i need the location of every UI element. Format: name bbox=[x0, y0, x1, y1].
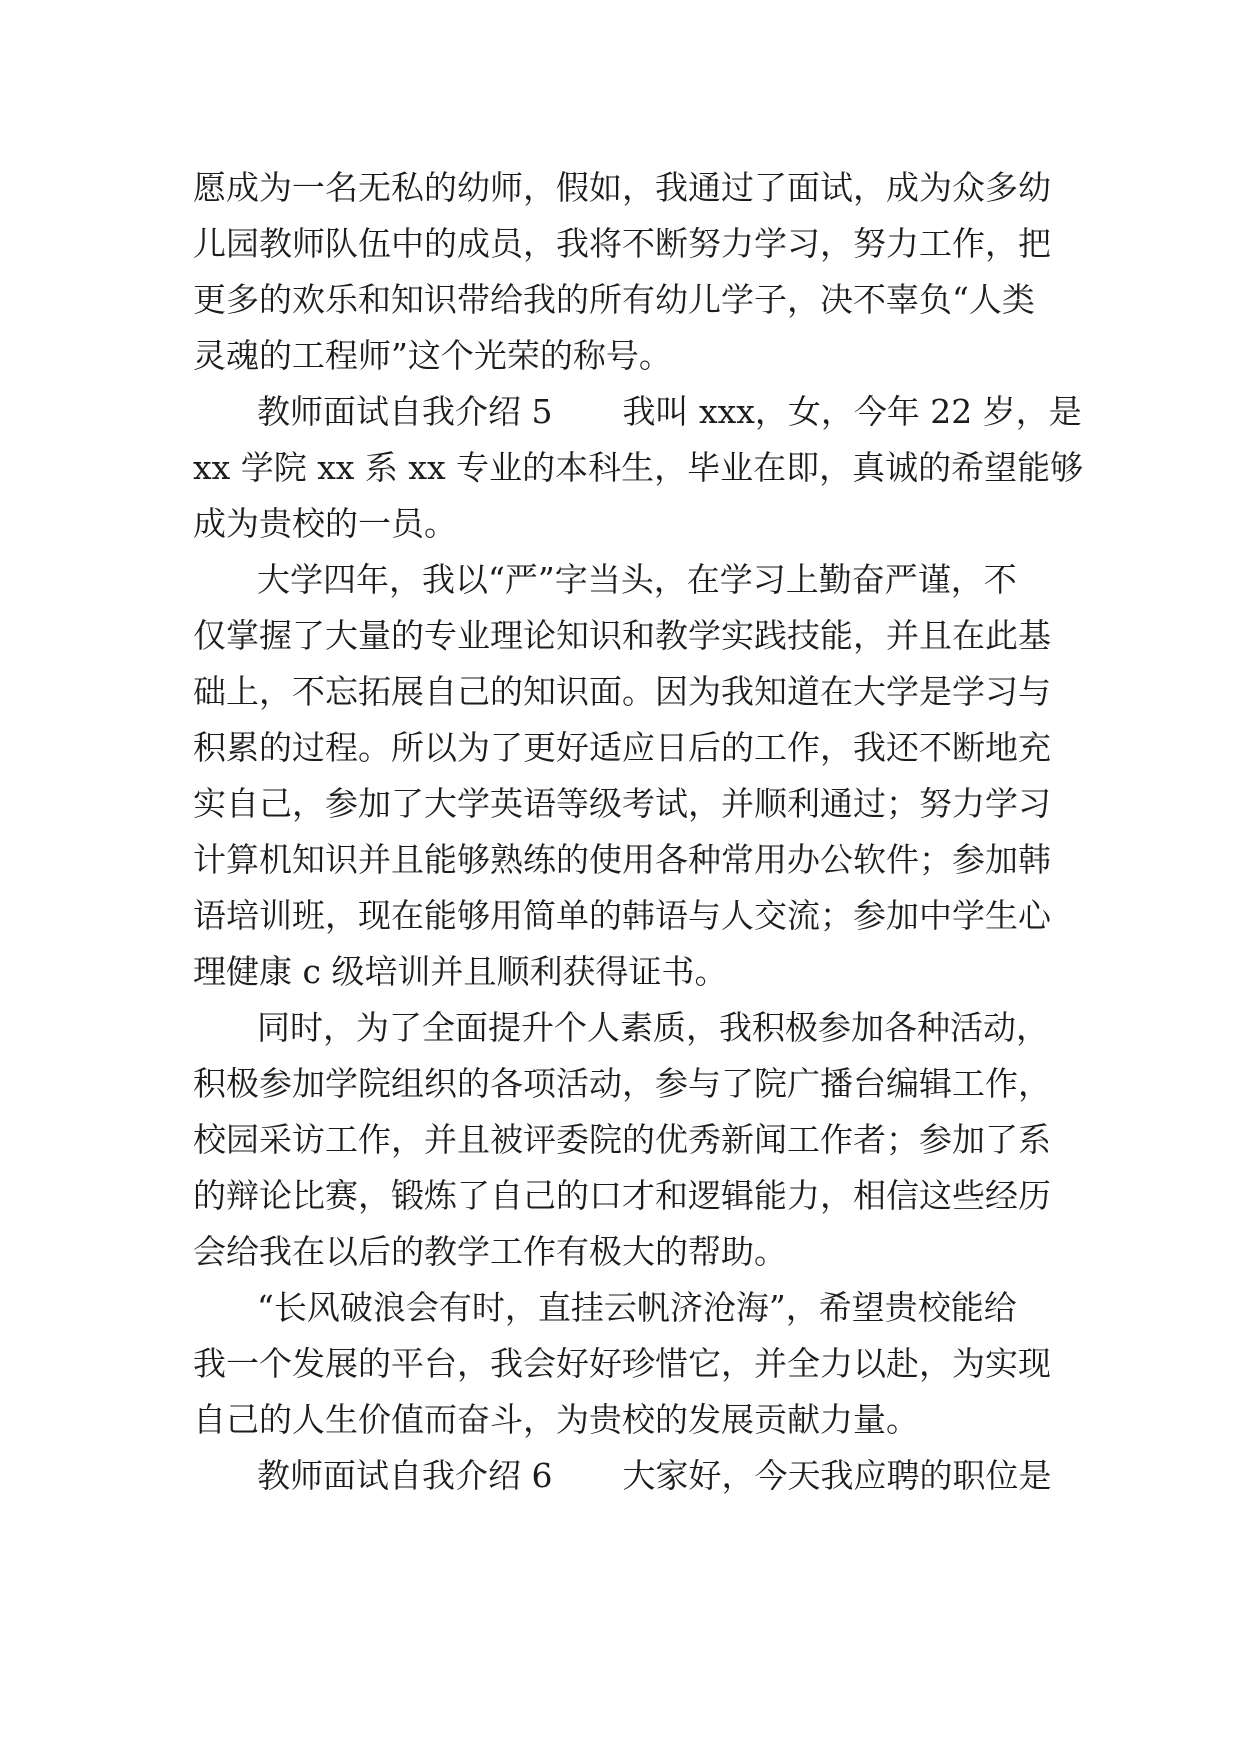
text-line-segment: 同时，为了全面提升个人素质，我积极参加各种活动， bbox=[257, 1008, 1049, 1047]
text-line-segment: 更多的欢乐和知识带给我的所有幼儿学子，决不辜负“人类 bbox=[193, 280, 1035, 319]
text-line bbox=[193, 552, 1063, 608]
text-line bbox=[193, 440, 1084, 496]
text-line bbox=[193, 272, 1063, 328]
text-line-segment: 校园采访工作，并且被评委院的优秀新闻工作者；参加了系 bbox=[193, 1120, 1051, 1159]
text-line-segment: xx 学院 xx 系 xx 专业的本科生，毕业在即，真诚的希望能够 bbox=[193, 448, 1084, 487]
text-line bbox=[193, 776, 1063, 832]
document-body bbox=[193, 160, 1084, 1504]
text-line bbox=[193, 720, 1063, 776]
text-line bbox=[193, 664, 1063, 720]
text-line bbox=[193, 944, 1063, 1000]
text-line bbox=[193, 1056, 1063, 1112]
text-line-segment: 我一个发展的平台，我会好好珍惜它，并全力以赴，为实现 bbox=[193, 1344, 1051, 1383]
text-line-continuation: 大家好，今天我应聘的职位是 bbox=[622, 1456, 1052, 1495]
text-line-segment: 大学四年，我以“严”字当头，在学习上勤奋严谨，不 bbox=[257, 560, 1017, 599]
text-line-segment: 教师面试自我介绍 6 bbox=[257, 1456, 553, 1495]
text-line bbox=[193, 496, 1063, 552]
text-line bbox=[193, 1392, 1063, 1448]
text-line-segment: 教师面试自我介绍 5 bbox=[257, 392, 553, 431]
text-line bbox=[193, 1168, 1063, 1224]
text-line bbox=[193, 832, 1063, 888]
text-line-segment: 灵魂的工程师”这个光荣的称号。 bbox=[193, 336, 672, 375]
text-line-segment: 计算机知识并且能够熟练的使用各种常用办公软件；参加韩 bbox=[193, 840, 1051, 879]
text-line bbox=[193, 1112, 1063, 1168]
text-line-segment: 积极参加学院组织的各项活动，参与了院广播台编辑工作， bbox=[193, 1064, 1051, 1103]
text-line-segment: 础上，不忘拓展自己的知识面。因为我知道在大学是学习与 bbox=[193, 672, 1051, 711]
text-line-segment: 愿成为一名无私的幼师，假如，我通过了面试，成为众多幼 bbox=[193, 168, 1051, 207]
text-line bbox=[193, 1000, 1063, 1056]
text-line-segment: 成为贵校的一员。 bbox=[193, 504, 457, 543]
text-line bbox=[193, 888, 1063, 944]
text-line-continuation: 我叫 xxx，女，今年 22 岁，是 bbox=[622, 392, 1082, 431]
text-line-segment: 儿园教师队伍中的成员，我将不断努力学习，努力工作，把 bbox=[193, 224, 1051, 263]
text-line-segment: 实自己，参加了大学英语等级考试，并顺利通过；努力学习 bbox=[193, 784, 1051, 823]
text-line-segment: 语培训班，现在能够用简单的韩语与人交流；参加中学生心 bbox=[193, 896, 1051, 935]
text-line bbox=[193, 1448, 1063, 1504]
text-line bbox=[193, 328, 1063, 384]
text-line bbox=[193, 216, 1063, 272]
text-line bbox=[193, 1224, 1063, 1280]
text-line-segment: 的辩论比赛，锻炼了自己的口才和逻辑能力，相信这些经历 bbox=[193, 1176, 1051, 1215]
text-line-segment: “长风破浪会有时，直挂云帆济沧海”，希望贵校能给 bbox=[257, 1288, 1017, 1327]
text-line bbox=[193, 160, 1063, 216]
text-line bbox=[193, 608, 1063, 664]
text-line-segment: 积累的过程。所以为了更好适应日后的工作，我还不断地充 bbox=[193, 728, 1051, 767]
text-line bbox=[193, 1336, 1063, 1392]
text-line bbox=[193, 1280, 1063, 1336]
text-line-segment: 会给我在以后的教学工作有极大的帮助。 bbox=[193, 1232, 787, 1271]
text-line-segment: 仅掌握了大量的专业理论知识和教学实践技能，并且在此基 bbox=[193, 616, 1051, 655]
text-line-segment: 理健康 c 级培训并且顺利获得证书。 bbox=[193, 952, 728, 991]
text-line bbox=[193, 384, 1082, 440]
text-line-segment: 自己的人生价值而奋斗，为贵校的发展贡献力量。 bbox=[193, 1400, 919, 1439]
